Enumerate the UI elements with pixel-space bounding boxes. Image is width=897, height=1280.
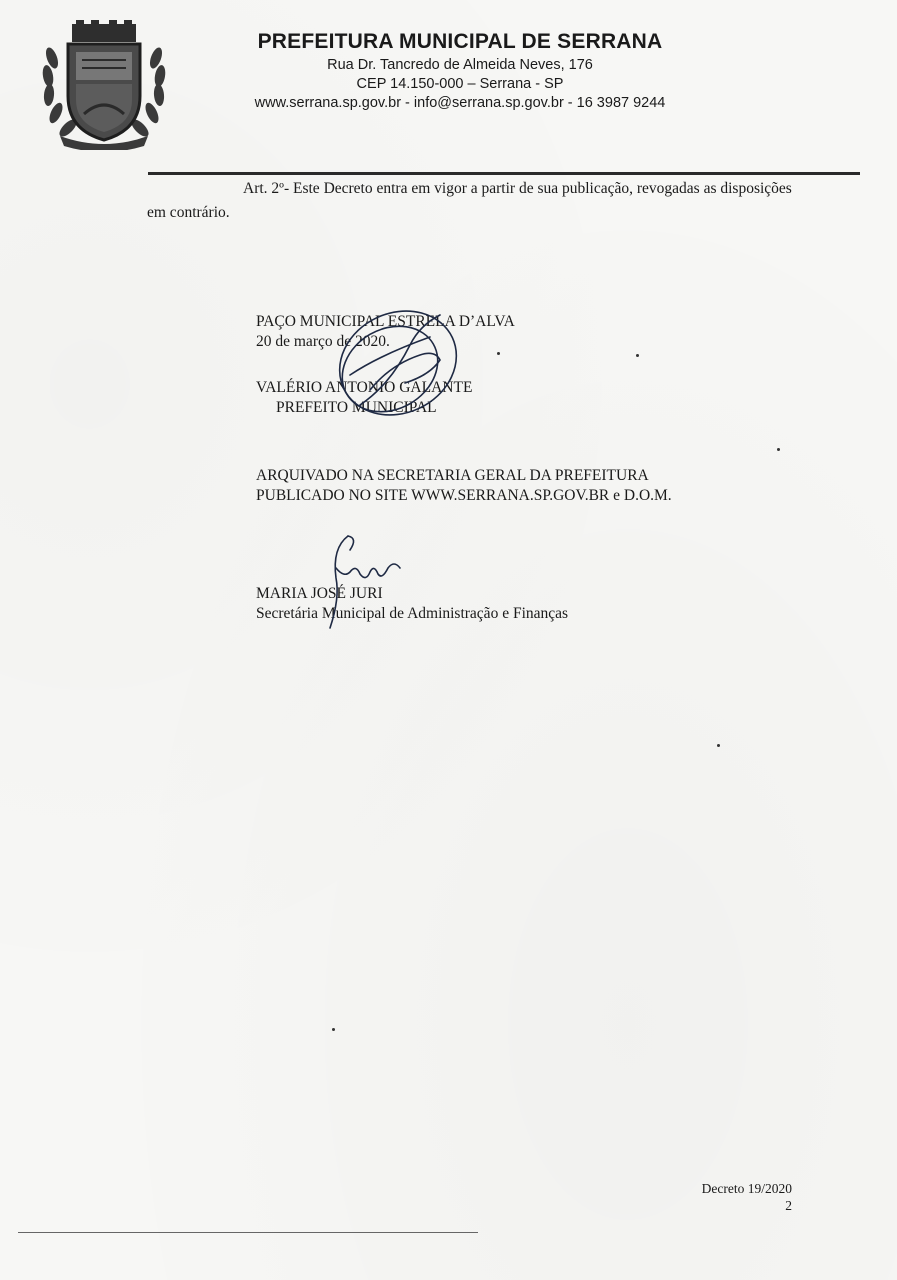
letterhead-contact: www.serrana.sp.gov.br - info@serrana.sp.gov.br - 16 3987 9244 xyxy=(254,95,666,111)
secretary-signature-block xyxy=(256,584,568,624)
municipal-coat-of-arms-icon xyxy=(38,18,170,150)
mayor-title: PREFEITO MUNICIPAL xyxy=(276,399,437,416)
signing-place: PAÇO MUNICIPAL ESTRELA D’ALVA xyxy=(256,313,515,330)
scan-speck xyxy=(497,352,500,355)
article-text: Art. 2º- Este Decreto entra em vigor a partir de sua publicação, revogadas as disposições em contrário. xyxy=(147,180,792,221)
scan-speck xyxy=(777,448,780,451)
mayor-name: VALÉRIO ANTONIO GALANTE xyxy=(256,379,473,396)
signing-date: 20 de março de 2020. xyxy=(256,333,390,350)
letterhead-address: Rua Dr. Tancredo de Almeida Neves, 176 xyxy=(327,57,593,73)
secretary-name: MARIA JOSÉ JURI xyxy=(256,585,383,602)
mayor-signature-block xyxy=(256,378,472,418)
signing-block xyxy=(256,312,515,352)
filing-line-2: PUBLICADO NO SITE WWW.SERRANA.SP.GOV.BR e D.O.M. xyxy=(256,487,672,504)
filing-line-1: ARQUIVADO NA SECRETARIA GERAL DA PREFEITURA xyxy=(256,467,649,484)
filing-notes xyxy=(256,466,672,506)
footer-divider xyxy=(18,1232,478,1233)
secretary-title: Secretária Municipal de Administração e Finanças xyxy=(256,605,569,622)
page-title: PREFEITURA MUNICIPAL DE SERRANA xyxy=(257,30,663,53)
letterhead xyxy=(200,28,720,113)
header-divider xyxy=(148,172,860,175)
document-footer xyxy=(650,1180,792,1214)
scan-speck xyxy=(717,744,720,747)
decree-reference: Decreto 19/2020 xyxy=(701,1181,792,1196)
scan-speck xyxy=(636,354,639,357)
letterhead-cep: CEP 14.150-000 – Serrana - SP xyxy=(356,76,564,92)
page-number: 2 xyxy=(785,1198,792,1213)
scan-speck xyxy=(332,1028,335,1031)
